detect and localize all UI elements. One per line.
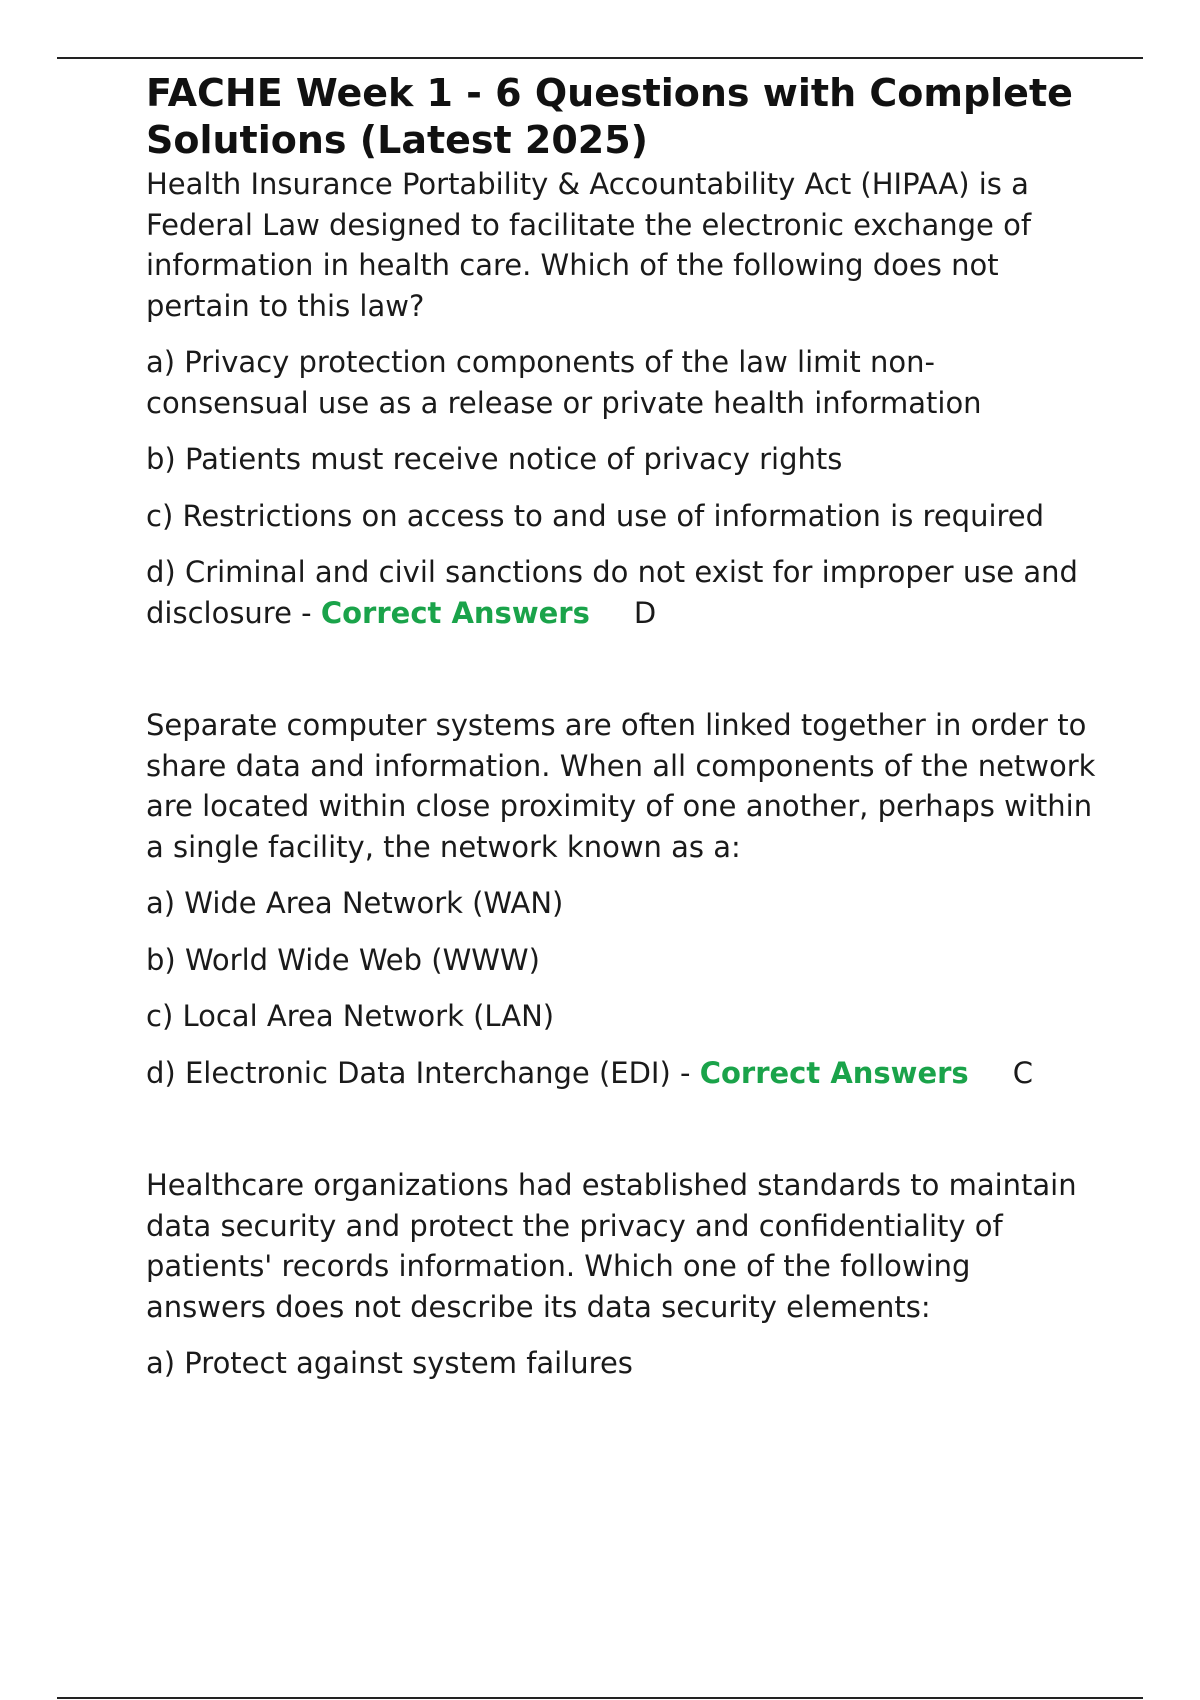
- answer-letter: C: [1012, 1055, 1033, 1090]
- correct-answers-label: Correct Answers: [320, 595, 590, 630]
- option-a: a) Privacy protection components of the law limit non-consensual use as a release or private health information: [146, 345, 982, 420]
- option-d: d) Electronic Data Interchange (EDI) -: [146, 1055, 691, 1090]
- question-text: Healthcare organizations had established standards to maintain data security and protect the privacy and confidentiality of patients' records information. Which one of the following answers does not describe its data security elements:: [146, 1168, 1077, 1324]
- question-block-3: [146, 1165, 1096, 1384]
- document-title: FACHE Week 1 - 6 Questions with Complete Solutions (Latest 2025): [146, 71, 1073, 162]
- option-c: c) Restrictions on access to and use of information is required: [146, 498, 1045, 533]
- option-b: b) Patients must receive notice of privacy rights: [146, 442, 843, 476]
- option-d-with-answer: [146, 1053, 1096, 1094]
- option-c: c) Local Area Network (LAN): [146, 999, 555, 1033]
- option-a: a) Wide Area Network (WAN): [146, 886, 564, 920]
- top-rule: [57, 57, 1143, 59]
- correct-answers-label: Correct Answers: [699, 1055, 969, 1090]
- option-d: d) Criminal and civil sanctions do not exist for improper use and disclosure -: [146, 555, 1078, 630]
- option-a: a) Protect against system failures: [146, 1346, 633, 1380]
- answer-letter: D: [633, 595, 657, 630]
- question-block-1: [146, 164, 1096, 633]
- option-b: b) World Wide Web (WWW): [146, 942, 540, 977]
- question-block-2: [146, 705, 1096, 1093]
- bottom-rule: [57, 1697, 1143, 1699]
- option-d-with-answer: [146, 552, 1096, 633]
- question-text: Separate computer systems are often linked together in order to share data and information. When all components of the network are located within close proximity of one another, perhaps within a single facility, the network known as a:: [146, 708, 1096, 864]
- document-page: [146, 70, 1096, 1384]
- question-text: Health Insurance Portability & Accountability Act (HIPAA) is a Federal Law designed to facilitate the electronic exchange of information in health care. Which of the following does not pertain to this law?: [146, 167, 1032, 323]
